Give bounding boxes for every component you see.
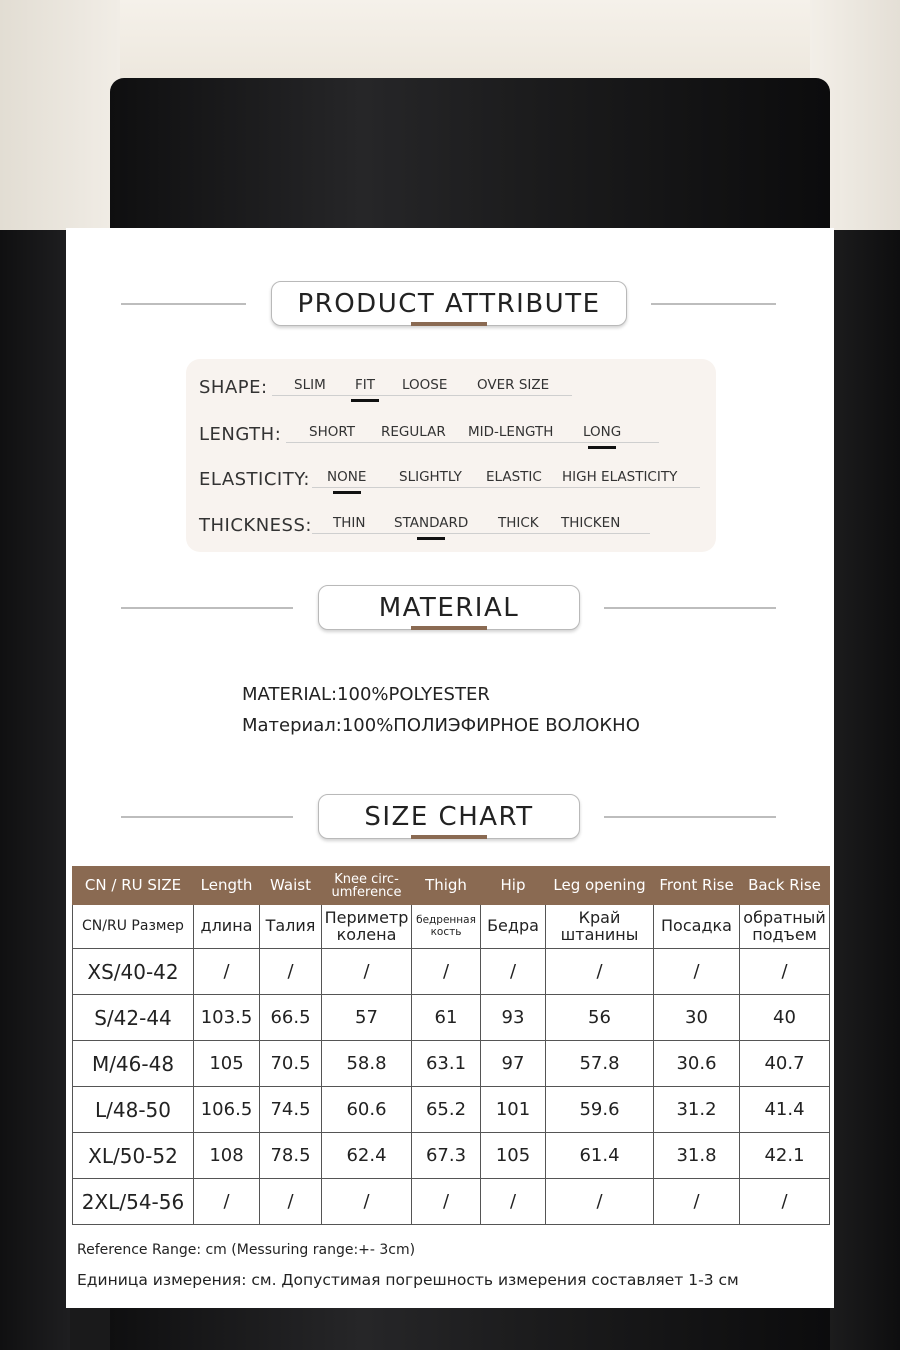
table-row	[73, 1133, 830, 1179]
column-header-ru: Посадка	[654, 905, 740, 949]
measurement-cell: 103.5	[194, 995, 260, 1041]
measurement-cell: 58.8	[322, 1041, 412, 1087]
measurement-cell: 66.5	[260, 995, 322, 1041]
measurement-cell: 106.5	[194, 1087, 260, 1133]
note-english: Reference Range: cm (Messuring range:+- 3cm)	[77, 1242, 416, 1258]
column-header: Hip	[481, 867, 546, 905]
attr-label: SHAPE:	[199, 377, 268, 398]
attr-option: SHORT	[309, 424, 355, 440]
size-label-cell: L/48-50	[73, 1087, 194, 1133]
material-russian: Материал:100%ПОЛИЭФИРНОЕ ВОЛОКНО	[242, 715, 640, 736]
column-header: Waist	[260, 867, 322, 905]
measurement-cell: 74.5	[260, 1087, 322, 1133]
column-header: Length	[194, 867, 260, 905]
attribute-box	[186, 359, 716, 552]
attr-option: ELASTIC	[486, 469, 542, 485]
size-label-cell: M/46-48	[73, 1041, 194, 1087]
measurement-cell: 56	[546, 995, 654, 1041]
pants-leg-right	[830, 230, 900, 1350]
measurement-cell: /	[194, 1179, 260, 1225]
attr-option: THIN	[333, 515, 366, 531]
attr-line	[286, 442, 659, 443]
attr-option: SLIGHTLY	[399, 469, 462, 485]
attr-option: REGULAR	[381, 424, 446, 440]
measurement-cell: 105	[194, 1041, 260, 1087]
measurement-cell: 78.5	[260, 1133, 322, 1179]
measurement-cell: /	[546, 1179, 654, 1225]
attr-option: THICK	[498, 515, 539, 531]
column-header-ru: бедренная кость	[412, 905, 481, 949]
measurement-cell: 57.8	[546, 1041, 654, 1087]
attr-label: LENGTH:	[199, 424, 282, 445]
measurement-cell: /	[322, 949, 412, 995]
measurement-cell: 40	[740, 995, 830, 1041]
column-header-ru: Периметр колена	[322, 905, 412, 949]
measurement-cell: 60.6	[322, 1087, 412, 1133]
attr-label: ELASTICITY:	[199, 469, 310, 490]
section-title: PRODUCT ATTRIBUTE	[271, 281, 627, 326]
measurement-cell: /	[412, 949, 481, 995]
measurement-cell: /	[322, 1179, 412, 1225]
divider-left	[121, 607, 293, 609]
column-header: Thigh	[412, 867, 481, 905]
attr-option: HIGH ELASTICITY	[562, 469, 678, 485]
title-accent-bar	[411, 835, 487, 839]
material-english: MATERIAL:100%POLYESTER	[242, 684, 490, 705]
column-header: Knee circ-umference	[322, 867, 412, 905]
table-row	[73, 949, 830, 995]
column-header-ru: Край штанины	[546, 905, 654, 949]
section-title: SIZE CHART	[318, 794, 580, 839]
section-title: MATERIAL	[318, 585, 580, 630]
size-chart-table	[72, 866, 830, 1225]
measurement-cell: 30	[654, 995, 740, 1041]
measurement-cell: 57	[322, 995, 412, 1041]
measurement-cell: 65.2	[412, 1087, 481, 1133]
blouse-sleeve-left	[0, 0, 120, 230]
measurement-cell: 93	[481, 995, 546, 1041]
measurement-cell: /	[740, 1179, 830, 1225]
table-row	[73, 1041, 830, 1087]
attr-option-selected: FIT	[355, 377, 375, 393]
column-header-ru: обратный подъем	[740, 905, 830, 949]
divider-left	[121, 816, 293, 818]
measurement-cell: 62.4	[322, 1133, 412, 1179]
attr-row-length	[186, 415, 716, 445]
measurement-cell: /	[481, 1179, 546, 1225]
column-header-ru: CN/RU Размер	[73, 905, 194, 949]
measurement-cell: 40.7	[740, 1041, 830, 1087]
column-header-ru: Талия	[260, 905, 322, 949]
attr-row-shape	[186, 368, 716, 398]
measurement-cell: /	[654, 949, 740, 995]
pants-leg-left	[0, 230, 70, 1350]
attr-option: OVER SIZE	[477, 377, 550, 393]
column-header-ru: Бедра	[481, 905, 546, 949]
attr-row-thickness	[186, 506, 716, 536]
measurement-cell: 30.6	[654, 1041, 740, 1087]
selected-underline	[588, 446, 616, 449]
measurement-cell: /	[260, 1179, 322, 1225]
measurement-cell: 31.2	[654, 1087, 740, 1133]
attr-option: LOOSE	[402, 377, 448, 393]
material-header	[66, 585, 834, 631]
measurement-cell: 67.3	[412, 1133, 481, 1179]
divider-right	[604, 607, 776, 609]
selected-underline	[351, 399, 379, 402]
measurement-cell: 42.1	[740, 1133, 830, 1179]
measurement-cell: 105	[481, 1133, 546, 1179]
measurement-cell: /	[194, 949, 260, 995]
column-header: Back Rise	[740, 867, 830, 905]
header-row-english	[73, 867, 830, 905]
product-attribute-header	[66, 281, 834, 327]
note-russian: Единица измерения: см. Допустимая погрешность измерения составляет 1-3 см	[77, 1271, 739, 1289]
measurement-cell: /	[260, 949, 322, 995]
column-header-ru: длина	[194, 905, 260, 949]
measurement-cell: 59.6	[546, 1087, 654, 1133]
measurement-cell: /	[654, 1179, 740, 1225]
title-accent-bar	[411, 626, 487, 630]
attr-option-selected: STANDARD	[394, 515, 468, 531]
column-header: Front Rise	[654, 867, 740, 905]
selected-underline	[333, 491, 361, 494]
size-label-cell: XL/50-52	[73, 1133, 194, 1179]
attr-option: SLIM	[294, 377, 326, 393]
attr-option: MID-LENGTH	[468, 424, 554, 440]
measurement-cell: 61	[412, 995, 481, 1041]
table-row	[73, 1179, 830, 1225]
measurement-cell: /	[740, 949, 830, 995]
title-accent-bar	[411, 322, 487, 326]
table-row	[73, 1087, 830, 1133]
divider-left	[121, 303, 246, 305]
divider-right	[651, 303, 776, 305]
info-sheet	[66, 228, 834, 1308]
measurement-cell: 101	[481, 1087, 546, 1133]
attr-line	[312, 533, 650, 534]
measurement-cell: 70.5	[260, 1041, 322, 1087]
attr-row-elasticity	[186, 460, 716, 490]
measurement-cell: /	[546, 949, 654, 995]
size-label-cell: S/42-44	[73, 995, 194, 1041]
attr-line	[312, 487, 700, 488]
selected-underline	[417, 537, 445, 540]
size-label-cell: 2XL/54-56	[73, 1179, 194, 1225]
measurement-cell: /	[412, 1179, 481, 1225]
attr-label: THICKNESS:	[199, 515, 312, 536]
attr-option: THICKEN	[561, 515, 621, 531]
measurement-cell: 108	[194, 1133, 260, 1179]
divider-right	[604, 816, 776, 818]
column-header: CN / RU SIZE	[73, 867, 194, 905]
measurement-cell: 41.4	[740, 1087, 830, 1133]
size-chart-header	[66, 794, 834, 840]
measurement-cell: /	[481, 949, 546, 995]
column-header: Leg opening	[546, 867, 654, 905]
measurement-cell: 61.4	[546, 1133, 654, 1179]
attr-line	[272, 395, 572, 396]
attr-option-selected: NONE	[327, 469, 366, 485]
size-label-cell: XS/40-42	[73, 949, 194, 995]
measurement-cell: 97	[481, 1041, 546, 1087]
measurement-cell: 63.1	[412, 1041, 481, 1087]
attr-option-selected: LONG	[583, 424, 621, 440]
measurement-cell: 31.8	[654, 1133, 740, 1179]
header-row-russian	[73, 905, 830, 949]
table-row	[73, 995, 830, 1041]
size-rows	[73, 949, 830, 1225]
